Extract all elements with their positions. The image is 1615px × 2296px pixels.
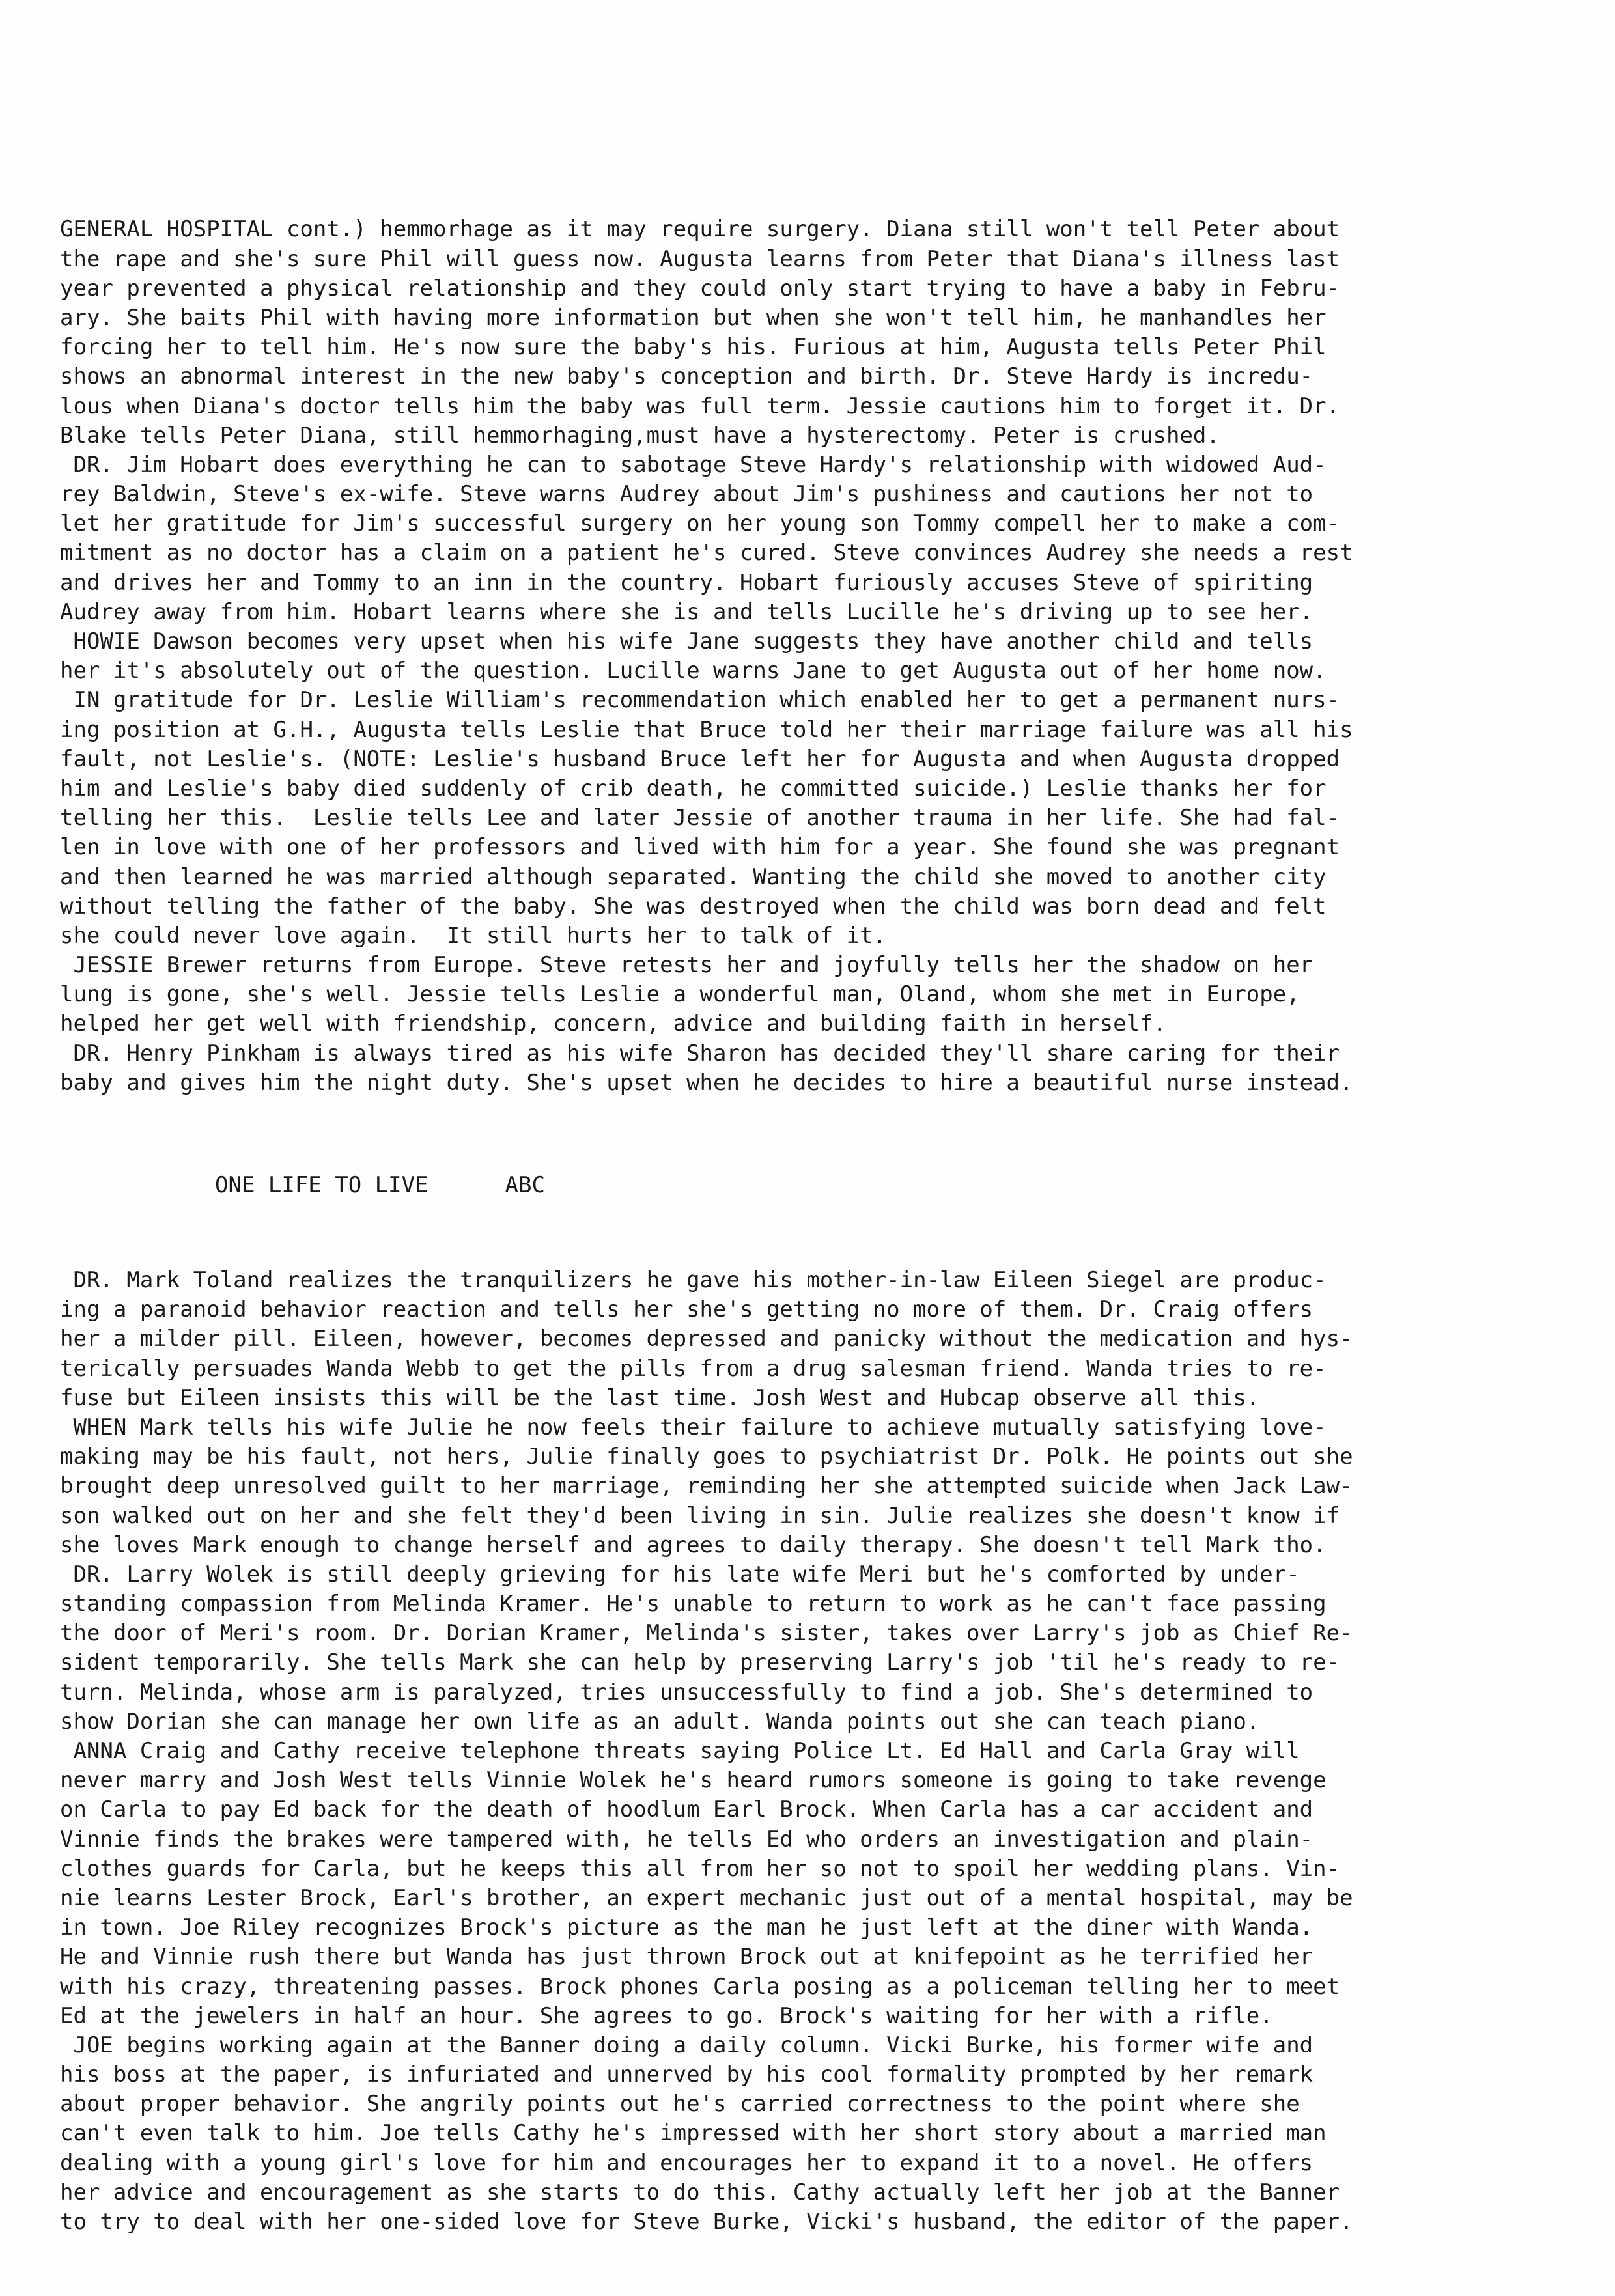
text-line: son walked out on her and she felt they'd been living in sin. Julie realizes she doesn't know if <box>60 1502 1340 1529</box>
text-line: HOWIE Dawson becomes very upset when his wife Jane suggests they have another child and tells <box>60 628 1313 655</box>
text-line: about proper behavior. She angrily points out he's carried correctness to the point where she <box>60 2091 1300 2118</box>
text-line: Blake tells Peter Diana, still hemmorhaging,must have a hysterectomy. Peter is crushed. <box>60 422 1220 449</box>
text-line: dealing with a young girl's love for him and encourages her to expand it to a novel. He offers <box>60 2149 1313 2176</box>
show-title: ONE LIFE TO LIVE <box>215 1172 428 1199</box>
text-line: ANNA Craig and Cathy receive telephone threats saying Police Lt. Ed Hall and Carla Gray will <box>60 1738 1300 1765</box>
network-name: ABC <box>505 1172 545 1199</box>
text-line: show Dorian she can manage her own life as an adult. Wanda points out she can teach piano. <box>60 1708 1260 1735</box>
text-line: len in love with one of her professors and lived with him for a year. She found she was pregnant <box>60 834 1340 861</box>
text-line: lous when Diana's doctor tells him the baby was full term. Jessie cautions him to forget it. Dr. <box>60 393 1340 419</box>
text-line: WHEN Mark tells his wife Julie he now feels their failure to achieve mutually satisfying love- <box>60 1414 1327 1440</box>
text-line: can't even talk to him. Joe tells Cathy he's impressed with her short story about a married man <box>60 2120 1327 2147</box>
text-line: standing compassion from Melinda Kramer. He's unable to return to work as he can't face passing <box>60 1591 1327 1617</box>
text-line: telling her this. Leslie tells Lee and later Jessie of another trauma in her life. She had fal- <box>60 805 1340 832</box>
text-line: ing a paranoid behavior reaction and tells her she's getting no more of them. Dr. Craig offers <box>60 1296 1313 1323</box>
text-line: rey Baldwin, Steve's ex-wife. Steve warns Audrey about Jim's pushiness and cautions her not to <box>60 481 1313 508</box>
text-line: let her gratitude for Jim's successful surgery on her young son Tommy compell her to make a com- <box>60 511 1340 537</box>
text-line: ary. She baits Phil with having more information but when she won't tell him, he manhandles her <box>60 304 1327 331</box>
text-line: on Carla to pay Ed back for the death of hoodlum Earl Brock. When Carla has a car accident and <box>60 1797 1313 1823</box>
general-hospital-section <box>60 215 1615 1098</box>
text-line: lung is gone, she's well. Jessie tells Leslie a wonderful man, Oland, whom she met in Europe, <box>60 981 1300 1008</box>
text-line: forcing her to tell him. He's now sure the baby's his. Furious at him, Augusta tells Peter Phil <box>60 334 1327 361</box>
text-line: making may be his fault, not hers, Julie finally goes to psychiatrist Dr. Polk. He points out she <box>60 1444 1353 1470</box>
text-line: turn. Melinda, whose arm is paralyzed, tries unsuccessfully to find a job. She's determined to <box>60 1679 1313 1705</box>
text-line: her a milder pill. Eileen, however, becomes depressed and panicky without the medication and hys- <box>60 1326 1353 1352</box>
text-line: clothes guards for Carla, but he keeps this all from her so not to spoil her wedding plans. Vin- <box>60 1855 1340 1882</box>
text-line: terically persuades Wanda Webb to get the pills from a drug salesman friend. Wanda tries to re- <box>60 1355 1327 1382</box>
text-line: shows an abnormal interest in the new baby's conception and birth. Dr. Steve Hardy is incredu- <box>60 363 1313 390</box>
text-line: Vinnie finds the brakes were tampered with, he tells Ed who orders an investigation and plain- <box>60 1826 1313 1853</box>
text-line: his boss at the paper, is infuriated and unnerved by his cool formality prompted by her remark <box>60 2062 1313 2088</box>
text-line: the door of Meri's room. Dr. Dorian Kramer, Melinda's sister, takes over Larry's job as Chief Re- <box>60 1620 1353 1647</box>
text-line: Ed at the jewelers in half an hour. She agrees to go. Brock's waiting for her with a rifle. <box>60 2002 1273 2029</box>
text-line: fuse but Eileen insists this will be the last time. Josh West and Hubcap observe all this. <box>60 1384 1260 1411</box>
text-line: DR. Mark Toland realizes the tranquilizers he gave his mother-in-law Eileen Siegel are produc- <box>60 1267 1327 1294</box>
text-line: with his crazy, threatening passes. Brock phones Carla posing as a policeman telling her to meet <box>60 1973 1340 2000</box>
text-line: her it's absolutely out of the question. Lucille warns Jane to get Augusta out of her home now. <box>60 658 1327 684</box>
text-line: JOE begins working again at the Banner doing a daily column. Vicki Burke, his former wife and <box>60 2032 1313 2058</box>
text-line: she could never love again. It still hurts her to talk of it. <box>60 922 887 949</box>
text-line: He and Vinnie rush there but Wanda has just thrown Brock out at knifepoint as he terrified her <box>60 1944 1313 1970</box>
text-line: her advice and encouragement as she starts to do this. Cathy actually left her job at the Banner <box>60 2179 1340 2205</box>
text-line: IN gratitude for Dr. Leslie William's recommendation which enabled her to get a permanent nurs- <box>60 687 1340 714</box>
text-line: sident temporarily. She tells Mark she can help by preserving Larry's job 'til he's ready to re- <box>60 1649 1340 1676</box>
text-line: and drives her and Tommy to an inn in the country. Hobart furiously accuses Steve of spiriting <box>60 569 1313 596</box>
text-line: never marry and Josh West tells Vinnie Wolek he's heard rumors someone is going to take revenge <box>60 1767 1327 1794</box>
text-line: DR. Jim Hobart does everything he can to sabotage Steve Hardy's relationship with widowed Aud- <box>60 451 1327 478</box>
text-line: DR. Henry Pinkham is always tired as his wife Sharon has decided they'll share caring for their <box>60 1040 1340 1067</box>
text-line: Audrey away from him. Hobart learns where she is and tells Lucille he's driving up to see her. <box>60 598 1313 625</box>
text-line: without telling the father of the baby. She was destroyed when the child was born dead and felt <box>60 893 1327 919</box>
text-line: brought deep unresolved guilt to her marriage, reminding her she attempted suicide when Jack Law- <box>60 1473 1353 1500</box>
text-line: to try to deal with her one-sided love for Steve Burke, Vicki's husband, the editor of the paper. <box>60 2209 1353 2235</box>
text-line: JESSIE Brewer returns from Europe. Steve retests her and joyfully tells her the shadow on her <box>60 952 1313 979</box>
text-line: she loves Mark enough to change herself and agrees to daily therapy. She doesn't tell Mark tho. <box>60 1532 1327 1558</box>
text-line: GENERAL HOSPITAL cont.) hemmorhage as it may require surgery. Diana still won't tell Peter about <box>60 216 1340 243</box>
text-line: mitment as no doctor has a claim on a patient he's cured. Steve convinces Audrey she needs a rest <box>60 540 1353 567</box>
show-heading <box>60 1171 1615 1200</box>
text-line: ing position at G.H., Augusta tells Leslie that Bruce told her their marriage failure was all his <box>60 716 1353 743</box>
text-line: helped her get well with friendship, concern, advice and building faith in herself. <box>60 1011 1166 1037</box>
text-line: him and Leslie's baby died suddenly of crib death, he committed suicide.) Leslie thanks her for <box>60 775 1327 802</box>
text-line: and then learned he was married although separated. Wanting the child she moved to another city <box>60 863 1327 890</box>
one-life-to-live-section <box>60 1266 1615 2237</box>
text-line: DR. Larry Wolek is still deeply grieving for his late wife Meri but he's comforted by under- <box>60 1561 1300 1588</box>
text-line: baby and gives him the night duty. She's upset when he decides to hire a beautiful nurse instead. <box>60 1069 1353 1096</box>
text-line: fault, not Leslie's. (NOTE: Leslie's husband Bruce left her for Augusta and when Augusta dropped <box>60 746 1340 772</box>
page-text <box>60 156 1615 2296</box>
text-line: year prevented a physical relationship and they could only start trying to have a baby in Febru- <box>60 275 1340 301</box>
text-line: in town. Joe Riley recognizes Brock's picture as the man he just left at the diner with Wanda. <box>60 1914 1313 1941</box>
text-line: the rape and she's sure Phil will guess now. Augusta learns from Peter that Diana's illness last <box>60 245 1340 272</box>
text-line: nie learns Lester Brock, Earl's brother, an expert mechanic just out of a mental hospital, may be <box>60 1884 1353 1911</box>
